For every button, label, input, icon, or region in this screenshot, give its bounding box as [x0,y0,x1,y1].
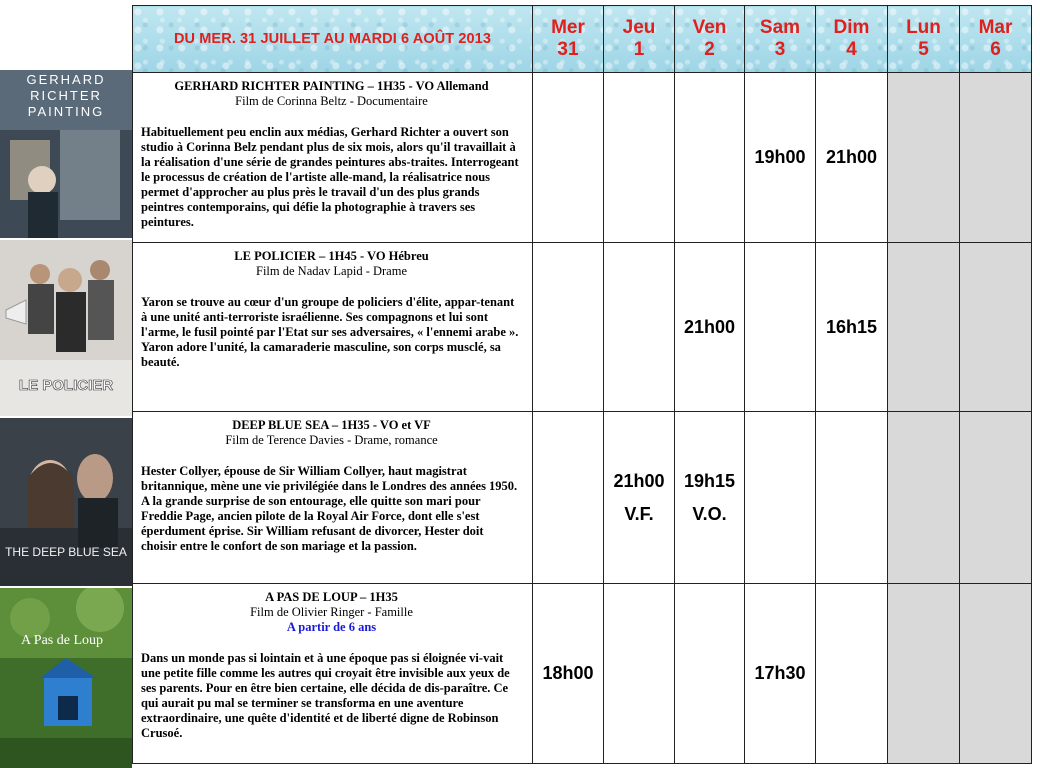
svg-text:RICHTER: RICHTER [30,88,102,103]
showtime-jeu [604,412,675,584]
showtime-ven [675,73,745,243]
poster-le-policier [0,240,132,416]
film-synopsis: Hester Collyer, épouse de Sir William Collyer, haut magistrat britannique, mène une vie privilégiée dans le Londres des années 1950. A la grande surprise de son entourage, elle quitte son mari pour Freddie Page, ancien pilote de la Royal Air Force, dont elle s'est éperdument éprise. Sir William refusant de divorcer, Hester doit choisir entre le confort de son mariage et la passion. [141,464,518,553]
schedule-table [132,5,1032,764]
svg-text:THE DEEP BLUE SEA: THE DEEP BLUE SEA [5,545,127,559]
showtime-lun [888,584,960,764]
film-row-le-policier [133,243,1032,412]
film-subtitle: Film de Olivier Ringer - Famille [250,605,413,619]
showtime-jeu [604,243,675,412]
showtime-ven: 21h00 [675,243,745,412]
showtime-dim: 16h15 [816,243,888,412]
showtime-jeu [604,584,675,764]
showtime-lun [888,73,960,243]
film-age-note: A partir de 6 ans [286,620,377,634]
showtime-lun [888,243,960,412]
film-title: DEEP BLUE SEA – 1H35 - VO et VF [232,418,431,432]
showtime-mar [960,412,1032,584]
showtime-lun [888,412,960,584]
showtime-sam: 17h30 [745,584,816,764]
film-row-gerhard-richter [133,73,1032,243]
showtime-mer [533,243,604,412]
poster-a-pas-de-loup [0,588,132,768]
header-row [133,6,1032,73]
day-header-lun: Lun 5 [888,6,960,73]
showtime-jeu [604,73,675,243]
showtime-mer: 18h00 [533,584,604,764]
day-header-sam: Sam 3 [745,6,816,73]
showtime-ven [675,412,745,584]
film-synopsis: Yaron se trouve au cœur d'un groupe de policiers d'élite, appar-tenant à une unité anti-terroriste israélienne. Ses compagnons et lui sont l'arme, le fusil pointé par l'Etat sur ses adversaires, « l'ennemi arabe ». Yaron adore l'unité, la camaraderie masculine, son corps musclé, sa beauté. [141,295,519,369]
day-header-ven: Ven 2 [675,6,745,73]
film-description [133,584,533,764]
showtime-mer [533,412,604,584]
showtime-version: V.F. [624,503,654,524]
film-title: GERHARD RICHTER PAINTING – 1H35 - VO Allemand [174,79,489,93]
showtime-mar [960,243,1032,412]
poster-the-deep-blue-sea [0,418,132,586]
showtime-dim [816,584,888,764]
poster-column [0,0,132,768]
showtime-dim [816,412,888,584]
showtime-sam: 19h00 [745,73,816,243]
film-synopsis: Dans un monde pas si lointain et à une époque pas si éloignée vi-vait une petite fille comme les autres qui croyait être invisible aux yeux de ses parents. Pour en être bien certaine, elle décida de dis-paraître. Ce qui aurait pu mal se terminer se transforma en une aventure extraordinaire, une quête d'identité et de liberté digne de Robinson Crusoé. [141,651,510,740]
poster-gerhard-richter-painting [0,70,132,238]
film-subtitle: Film de Nadav Lapid - Drame [256,264,407,278]
svg-text:GERHARD: GERHARD [26,72,106,87]
film-row-a-pas-de-loup [133,584,1032,764]
showtime-dim: 21h00 [816,73,888,243]
film-subtitle: Film de Corinna Beltz - Documentaire [235,94,428,108]
showtime-sam [745,412,816,584]
showtime-mar [960,73,1032,243]
showtime-mar [960,584,1032,764]
day-header-dim: Dim 4 [816,6,888,73]
showtime-sam [745,243,816,412]
showtime-version: V.O. [692,503,727,524]
showtime-mer [533,73,604,243]
film-title: A PAS DE LOUP – 1H35 [265,590,398,604]
film-row-deep-blue-sea [133,412,1032,584]
svg-text:PAINTING: PAINTING [27,104,105,119]
film-description [133,73,533,243]
svg-text:LE POLICIER: LE POLICIER [18,377,114,394]
film-subtitle: Film de Terence Davies - Drame, romance [225,433,438,447]
showtime-time: 19h15 [683,470,736,491]
film-description [133,243,533,412]
film-synopsis: Habituellement peu enclin aux médias, Gerhard Richter a ouvert son studio à Corinna Belz pendant plus de six mois, alors qu'il travaillait à la réalisation d'une série de grandes peintures abs-traites. Interrogeant le processus de création de l'artiste alle-mand, la réalisatrice nous permet d'approcher au plus près le travail d'un des plus grands peintres contemporains, qui défie la photographie à travers ses peintures. [141,125,519,229]
day-header-mer: Mer 31 [533,6,604,73]
showtime-ven [675,584,745,764]
day-header-jeu: Jeu 1 [604,6,675,73]
period-title: DU MER. 31 JUILLET AU MARDI 6 AOÛT 2013 [133,6,533,73]
svg-text:A Pas de Loup: A Pas de Loup [20,633,104,648]
film-title: LE POLICIER – 1H45 - VO Hébreu [234,249,429,263]
film-description [133,412,533,584]
showtime-time: 21h00 [613,470,665,491]
day-header-mar: Mar 6 [960,6,1032,73]
